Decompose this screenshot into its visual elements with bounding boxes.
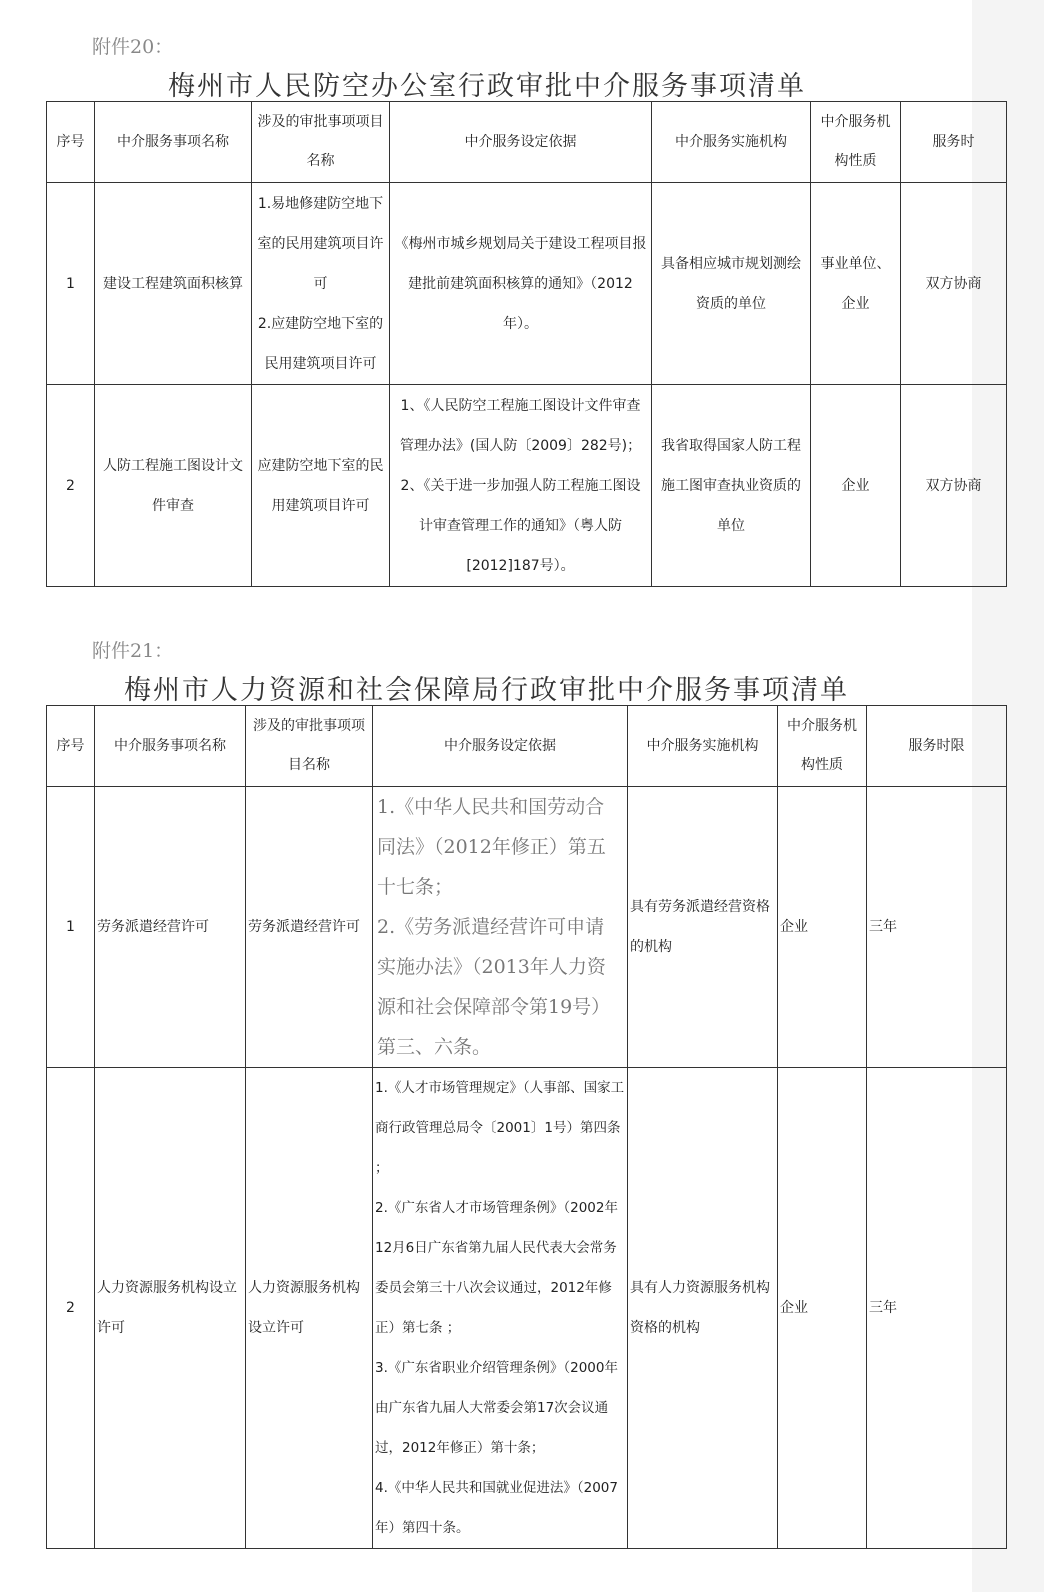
table-row: [47, 183, 1007, 385]
section-20-table: [46, 101, 1007, 587]
table-row: [47, 1068, 1007, 1549]
cell-time: 双方协商: [901, 385, 1007, 587]
cell-service-name: 人防工程施工图设计文件审查: [95, 385, 252, 587]
header-nature: 中介服务机构性质: [811, 102, 901, 183]
cell-basis: 《梅州市城乡规划局关于建设工程项目报建批前建筑面积核算的通知》（2012年）。: [390, 183, 652, 385]
header-basis: 中介服务设定依据: [390, 102, 652, 183]
cell-nature: 企业: [811, 385, 901, 587]
cell-approval-item: 人力资源服务机构设立许可: [246, 1068, 373, 1549]
cell-nature: 企业: [778, 787, 867, 1068]
cell-time: 三年: [867, 1068, 1007, 1549]
cell-service-name: 劳务派遣经营许可: [95, 787, 246, 1068]
section-20-title: 梅州市人民防空办公室行政审批中介服务事项清单: [168, 71, 806, 102]
cell-agency: 具有劳务派遣经营资格的机构: [628, 787, 778, 1068]
section-21-table-wrap: [46, 705, 972, 1549]
header-no: 序号: [47, 102, 95, 183]
cell-basis: 1、《人民防空工程施工图设计文件审查管理办法》(国人防〔2009〕282号)； 2、《关于进一步加强人防工程施工图设计审查管理工作的通知》（粤人防[2012]187号）。: [390, 385, 652, 587]
table-header-row: [47, 102, 1007, 183]
cell-agency: 具有人力资源服务机构资格的机构: [628, 1068, 778, 1549]
annex-21-label: 附件21：: [92, 640, 174, 662]
cell-approval-item: 劳务派遣经营许可: [246, 787, 373, 1068]
header-no: 序号: [47, 706, 95, 787]
header-service-name: 中介服务事项名称: [95, 102, 252, 183]
cell-service-name: 人力资源服务机构设立许可: [95, 1068, 246, 1549]
cell-service-name: 建设工程建筑面积核算: [95, 183, 252, 385]
cell-approval-item: 应建防空地下室的民用建筑项目许可: [252, 385, 390, 587]
cell-no: 1: [47, 183, 95, 385]
header-approval-item: 涉及的审批事项项目名称: [252, 102, 390, 183]
header-agency: 中介服务实施机构: [652, 102, 811, 183]
cell-no: 1: [47, 787, 95, 1068]
cell-time: 双方协商: [901, 183, 1007, 385]
cell-basis: 1.《人才市场管理规定》（人事部、国家工商行政管理总局令〔2001〕1号）第四条 ； 2.《广东省人才市场管理条例》（2002年12月6日广东省第九届人民代表大会常务委员会第三十八次会议通过，2012年修正）第七条 ； 3.《广东省职业介绍管理条例》（2000年由广东省九届人大常委会第17次会议通过，2012年修正）第十条； 4.《中华人民共和国就业促进法》（2007年）第四十条。: [373, 1068, 628, 1549]
cell-agency: 具备相应城市规划测绘资质的单位: [652, 183, 811, 385]
header-service-name: 中介服务事项名称: [95, 706, 246, 787]
cell-time: 三年: [867, 787, 1007, 1068]
cell-no: 2: [47, 1068, 95, 1549]
cell-no: 2: [47, 385, 95, 587]
table-row: [47, 385, 1007, 587]
table-row: [47, 787, 1007, 1068]
annex-20-label: 附件20：: [92, 36, 174, 58]
section-21-table: [46, 705, 1007, 1549]
cell-nature: 企业: [778, 1068, 867, 1549]
header-time: 服务时限: [867, 706, 1007, 787]
section-20-table-wrap: [46, 101, 982, 587]
cell-agency: 我省取得国家人防工程施工图审查执业资质的单位: [652, 385, 811, 587]
cell-nature: 事业单位、企业: [811, 183, 901, 385]
cell-approval-item: 1.易地修建防空地下室的民用建筑项目许可 2.应建防空地下室的民用建筑项目许可: [252, 183, 390, 385]
section-21-title: 梅州市人力资源和社会保障局行政审批中介服务事项清单: [124, 675, 849, 706]
header-nature: 中介服务机构性质: [778, 706, 867, 787]
header-time: 服务时: [901, 102, 1007, 183]
header-basis: 中介服务设定依据: [373, 706, 628, 787]
header-agency: 中介服务实施机构: [628, 706, 778, 787]
header-approval-item: 涉及的审批事项项目名称: [246, 706, 373, 787]
table-header-row: [47, 706, 1007, 787]
cell-basis: 1.《中华人民共和国劳动合同法》（2012年修正）第五十七条； 2.《劳务派遣经营许可申请实施办法》（2013年人力资源和社会保障部令第19号）第三、六条。: [373, 787, 628, 1068]
